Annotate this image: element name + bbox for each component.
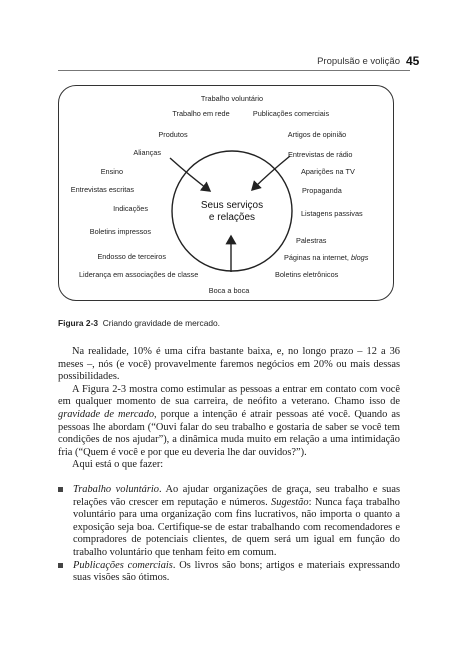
- bullet-item-2: [58, 560, 400, 585]
- label-boca-a-boca: Boca a boca: [208, 286, 250, 295]
- paragraph-2-text-b: , porque a intenção é atrair pessoas até você. Quando as pessoas lhe abordam (“Ouvi falar do seu trabalho e gostaria de saber se você tem condições de nos ajudar”), a dinâmica muda muito em relação a uma intimidação fria (“Quem é você e por que eu deveria lhe dar ouvidos?”).: [58, 408, 400, 458]
- label-indicacoes: Indicações: [113, 204, 148, 213]
- label-paginas-internet: [284, 254, 368, 261]
- body-text: [58, 346, 400, 585]
- center-label-line2: e relações: [208, 212, 256, 223]
- header-rule: [58, 70, 410, 71]
- label-artigos-de-opiniao: Artigos de opinião: [287, 130, 347, 139]
- paragraph-gap: [58, 472, 400, 484]
- center-label-line1: Seus serviços: [200, 200, 264, 211]
- label-propaganda: Propaganda: [302, 186, 342, 195]
- label-produtos: Produtos: [158, 130, 188, 139]
- bullet-2-term: Publicações comerciais: [73, 559, 173, 571]
- paragraph-2: [58, 384, 400, 460]
- square-bullet-icon: [58, 487, 63, 492]
- center-label: [170, 200, 294, 224]
- label-paginas-internet-text: Páginas na internet,: [284, 253, 351, 262]
- paragraph-3: Aqui está o que fazer:: [72, 459, 164, 471]
- label-palestras: Palestras: [296, 236, 327, 245]
- label-listagens-passivas: Listagens passivas: [301, 209, 363, 218]
- paragraph-2-term: gravidade de mercado: [58, 408, 155, 420]
- label-publicacoes-comerciais: Publicações comerciais: [252, 109, 330, 118]
- paragraph-2-text-a: A Figura 2-3 mostra como estimular as pessoas a entrar em contato com você em qualquer momento de sua carreira, de neófito a veterano. Chamo isso de: [58, 383, 400, 408]
- caption-text: Criando gravidade de mercado.: [102, 318, 221, 328]
- bullet-1-text-b: : Nunca faça trabalho voluntário para uma organização com fins lucrativos, não importa o quanto a exposição seja boa. Certifique-se de estar trabalhando com recomendadores e compradores de potenciais clientes, de quem será um igual em função do trabalho voluntário que tenham feito em comum.: [73, 496, 401, 558]
- running-title: Propulsão e volição: [317, 56, 400, 67]
- caption-number: Figura 2-3: [58, 318, 99, 328]
- label-trabalho-em-rede: Trabalho em rede: [172, 109, 230, 118]
- paragraph-1: Na realidade, 10% é uma cifra bastante baixa, e, no longo prazo – 12 a 36 meses –, nós (e você) provavelmente faremos negócios em 20% ou mais dessas possibilidades.: [58, 346, 400, 383]
- figure-caption: [58, 318, 220, 328]
- label-aparicoes-na-tv: Aparições na TV: [301, 167, 355, 176]
- bullet-1-text-a: . Ao ajudar organizações de graça, seu trabalho e suas relações vão crescer em reputação e números.: [73, 483, 400, 508]
- bullet-item-1: [58, 484, 400, 560]
- label-ensino: Ensino: [100, 167, 123, 176]
- label-entrevistas-escritas: Entrevistas escritas: [70, 185, 134, 194]
- label-aliancas: Alianças: [133, 148, 161, 157]
- label-paginas-internet-italic: blogs: [350, 253, 369, 262]
- square-bullet-icon: [58, 563, 63, 568]
- bullet-1-term: Trabalho voluntário: [73, 483, 159, 495]
- label-boletins-eletronicos: Boletins eletrônicos: [275, 270, 339, 279]
- label-trabalho-voluntario: Trabalho voluntário: [200, 94, 264, 103]
- label-endosso-de-terceiros: Endosso de terceiros: [97, 252, 166, 261]
- page-number: 45: [406, 54, 420, 68]
- label-lideranca: Liderança em associações de classe: [79, 270, 199, 279]
- bullet-1-suggestion: Sugestão: [271, 496, 309, 508]
- bullet-2-text-a: . Os livros são bons; artigos e materiais expressando suas visões são ótimos.: [73, 559, 400, 584]
- label-boletins-impressos: Boletins impressos: [89, 227, 151, 236]
- label-entrevistas-de-radio: Entrevistas de rádio: [288, 150, 353, 159]
